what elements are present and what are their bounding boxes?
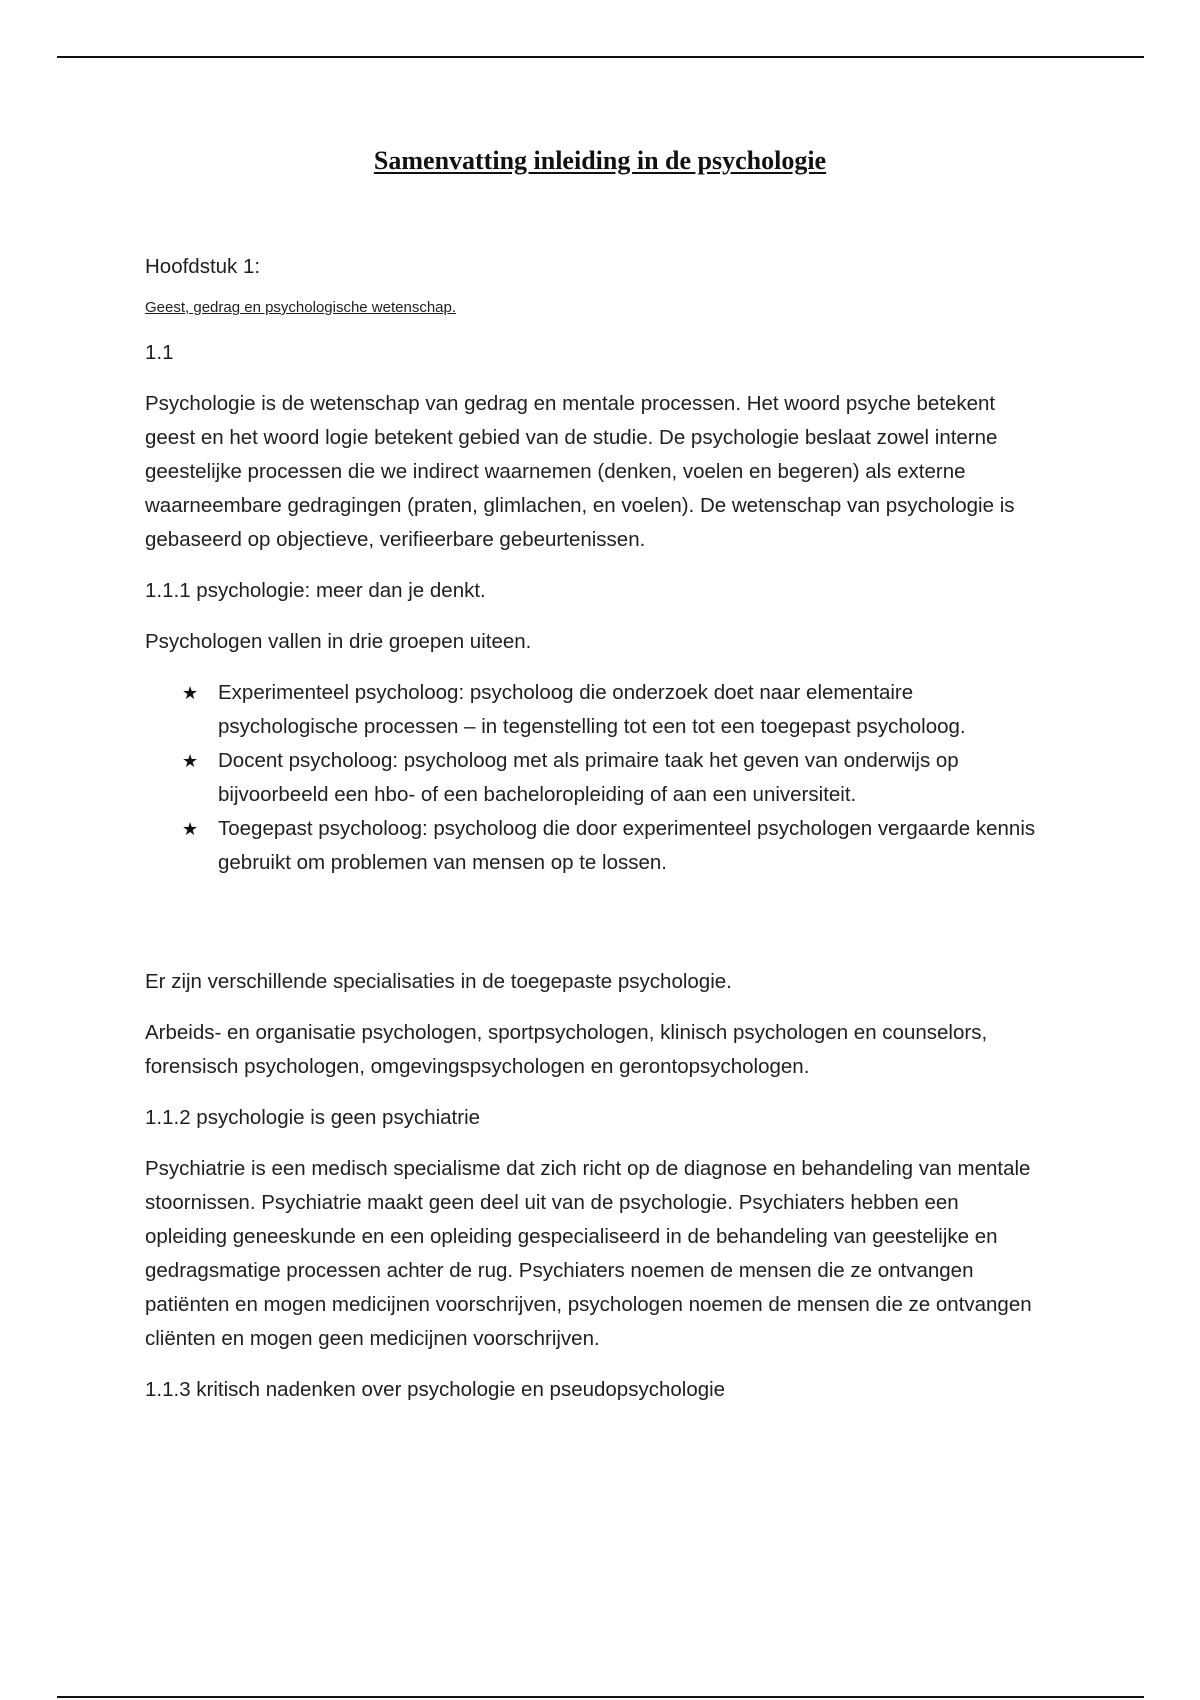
star-bullet-icon: ★: [182, 683, 199, 703]
section-1-1-2-heading: 1.1.2 psychologie is geen psychiatrie: [145, 1106, 481, 1129]
list-item: [182, 812, 1045, 880]
chapter-subtitle: Geest, gedrag en psychologische wetenschap.: [145, 299, 457, 316]
specializations-list: Arbeids- en organisatie psychologen, sportpsychologen, klinisch psychologen en counselors, forensisch psychologen, omgevingspsychologen en gerontopsychologen.: [145, 1021, 988, 1078]
section-1-1-paragraph: Psychologie is de wetenschap van gedrag en mentale processen. Het woord psyche betekent geest en het woord logie betekent gebied van de studie. De psychologie beslaat zowel interne geestelijke processen die we indirect waarnemen (denken, voelen en begeren) als externe waarneembare gedragingen (praten, glimlachen, en voelen). De wetenschap van psychologie is gebaseerd op objectieve, verifieerbare gebeurtenissen.: [145, 392, 1015, 551]
section-1-1-heading: 1.1: [145, 341, 174, 364]
star-bullet-icon: ★: [182, 819, 199, 839]
star-bullet-icon: ★: [182, 751, 199, 771]
section-1-1-3-heading: 1.1.3 kritisch nadenken over psychologie en pseudopsychologie: [145, 1378, 726, 1401]
document-title: Samenvatting inleiding in de psychologie: [373, 146, 827, 175]
specializations-intro: Er zijn verschillende specialisaties in de toegepaste psychologie.: [145, 970, 732, 993]
top-rule: [57, 56, 1144, 58]
list-item-text: Toegepast psycholoog: psycholoog die door experimenteel psychologen vergaarde kennis gebruikt om problemen van mensen op te lossen.: [218, 817, 1036, 874]
list-item-text: Experimenteel psycholoog: psycholoog die onderzoek doet naar elementaire psychologische processen – in tegenstelling tot een tot een toegepast psycholoog.: [218, 681, 966, 738]
bottom-rule: [57, 1696, 1144, 1698]
list-item: [182, 676, 1045, 744]
section-1-1-1-heading: 1.1.1 psychologie: meer dan je denkt.: [145, 579, 486, 602]
psychologist-groups-list: [145, 676, 1045, 880]
section-1-1-2-paragraph: Psychiatrie is een medisch specialisme dat zich richt op de diagnose en behandeling van mentale stoornissen. Psychiatrie maakt geen deel uit van de psychologie. Psychiaters hebben een opleiding geneeskunde en een opleiding gespecialiseerd in de behandeling van geestelijke en gedragsmatige processen achter de rug. Psychiaters noemen de mensen die ze ontvangen patiënten en mogen medicijnen voorschrijven, psychologen noemen de mensen die ze ontvangen cliënten en mogen geen medicijnen voorschrijven.: [145, 1157, 1032, 1350]
chapter-label: Hoofdstuk 1:: [145, 255, 261, 278]
document-body: [145, 250, 1045, 1424]
psychologist-groups-intro: Psychologen vallen in drie groepen uiteen.: [145, 630, 532, 653]
list-item-text: Docent psycholoog: psycholoog met als primaire taak het geven van onderwijs op bijvoorbeeld een hbo- of een bacheloropleiding of aan een universiteit.: [218, 749, 959, 806]
blank-space: [145, 897, 1045, 965]
list-item: [182, 744, 1045, 812]
